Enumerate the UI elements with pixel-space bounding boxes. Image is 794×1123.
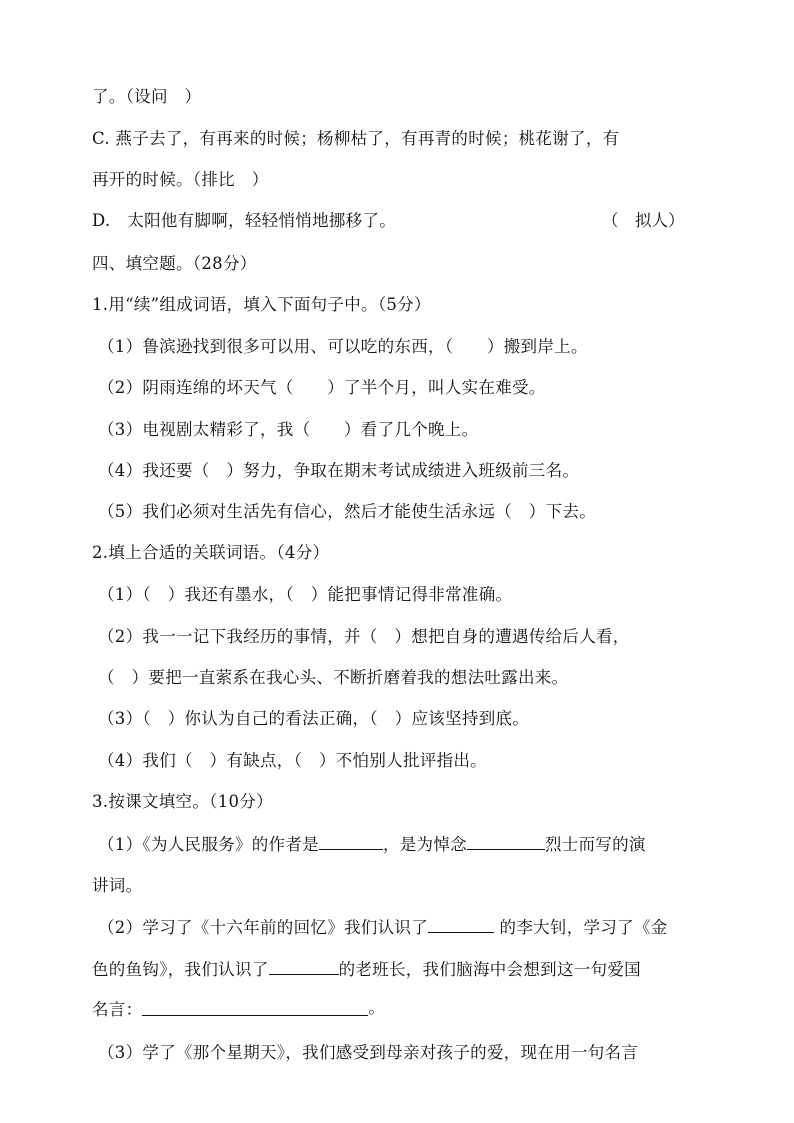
option-c-line-1: C. 燕子去了，有再来的时候；杨柳枯了，有再青的时候；桃花谢了，有 [92, 129, 620, 148]
q3-item-2-text-e: 名言： [92, 1000, 143, 1019]
q3-item-2-line-2 [92, 958, 641, 981]
question-2-title: 2.填上合适的关联词语。（4分） [92, 543, 330, 562]
q3-item-1-line-1 [98, 833, 646, 856]
section-4-heading: 四、填空题。（28分） [92, 254, 257, 273]
q2-item-2-line-1: （2）我一一记下我经历的事情，并（ ）想把自身的遭遇传给后人看， [98, 627, 630, 646]
q2-item-4: （4）我们（ ）有缺点，（ ）不怕别人批评指出。 [98, 751, 487, 770]
text-line-1: 了。（设问 ） [92, 87, 202, 106]
q3-item-2-text-d: 的老班长，我们脑海中会想到这一句爱国 [338, 960, 641, 979]
fill-blank[interactable] [428, 916, 494, 933]
q3-item-2-text-c: 色的鱼钩》，我们认识了 [92, 960, 269, 979]
q1-item-3: （3）电视剧太精彩了，我（ ）看了几个晚上。 [98, 420, 479, 439]
q3-item-2-end-mark: 。 [368, 998, 386, 1017]
fill-blank[interactable] [142, 998, 386, 1017]
q1-item-5: （5）我们必须对生活先有信心，然后才能使生活永远（ ）下去。 [98, 502, 596, 521]
q3-item-2-line-3 [92, 998, 386, 1021]
option-d-answer: （ 拟人） [602, 211, 685, 230]
q3-item-2-text-b: 的李大钊，学习了《金 [494, 918, 668, 937]
q3-item-1-text-b: ，是为悼念 [382, 835, 467, 854]
q3-item-1-text-a: （1）《为人民服务》的作者是 [98, 835, 319, 854]
q1-item-1: （1）鲁滨逊找到很多可以用、可以吃的东西，（ ）搬到岸上。 [98, 337, 588, 356]
q3-item-2-line-1 [98, 916, 668, 939]
q2-item-2-line-2: （ ）要把一直萦系在我心头、不断折磨着我的想法吐露出来。 [98, 668, 569, 687]
q1-item-2: （2）阴雨连绵的坏天气（ ）了半个月，叫人实在难受。 [98, 378, 546, 397]
q2-item-3: （3）（ ）你认为自己的看法正确，（ ）应该坚持到底。 [98, 709, 530, 728]
q3-item-1-line-2: 讲词。 [92, 876, 143, 895]
q1-item-4: （4）我还要（ ）努力，争取在期末考试成绩进入班级前三名。 [98, 461, 580, 480]
q3-item-3-line-1: （3）学了《那个星期天》，我们感受到母亲对孩子的爱，现在用一句名言 [98, 1043, 639, 1062]
option-c-line-2: 再开的时候。（排比 ） [92, 170, 269, 189]
fill-blank[interactable] [467, 833, 545, 850]
fill-blank[interactable] [319, 833, 383, 850]
q3-item-1-text-c: 烈士而写的演 [544, 835, 646, 854]
q3-item-2-text-a: （2）学习了《十六年前的回忆》我们认识了 [98, 918, 428, 937]
fill-blank[interactable] [269, 958, 339, 975]
option-d: D. 太阳他有脚啊，轻轻悄悄地挪移了。 [92, 211, 397, 230]
question-3-title: 3.按课文填空。（10分） [92, 792, 273, 811]
question-1-title: 1.用“续”组成词语，填入下面句子中。（5分） [92, 295, 431, 314]
q2-item-1: （1）（ ）我还有墨水，（ ）能把事情记得非常准确。 [98, 585, 513, 604]
